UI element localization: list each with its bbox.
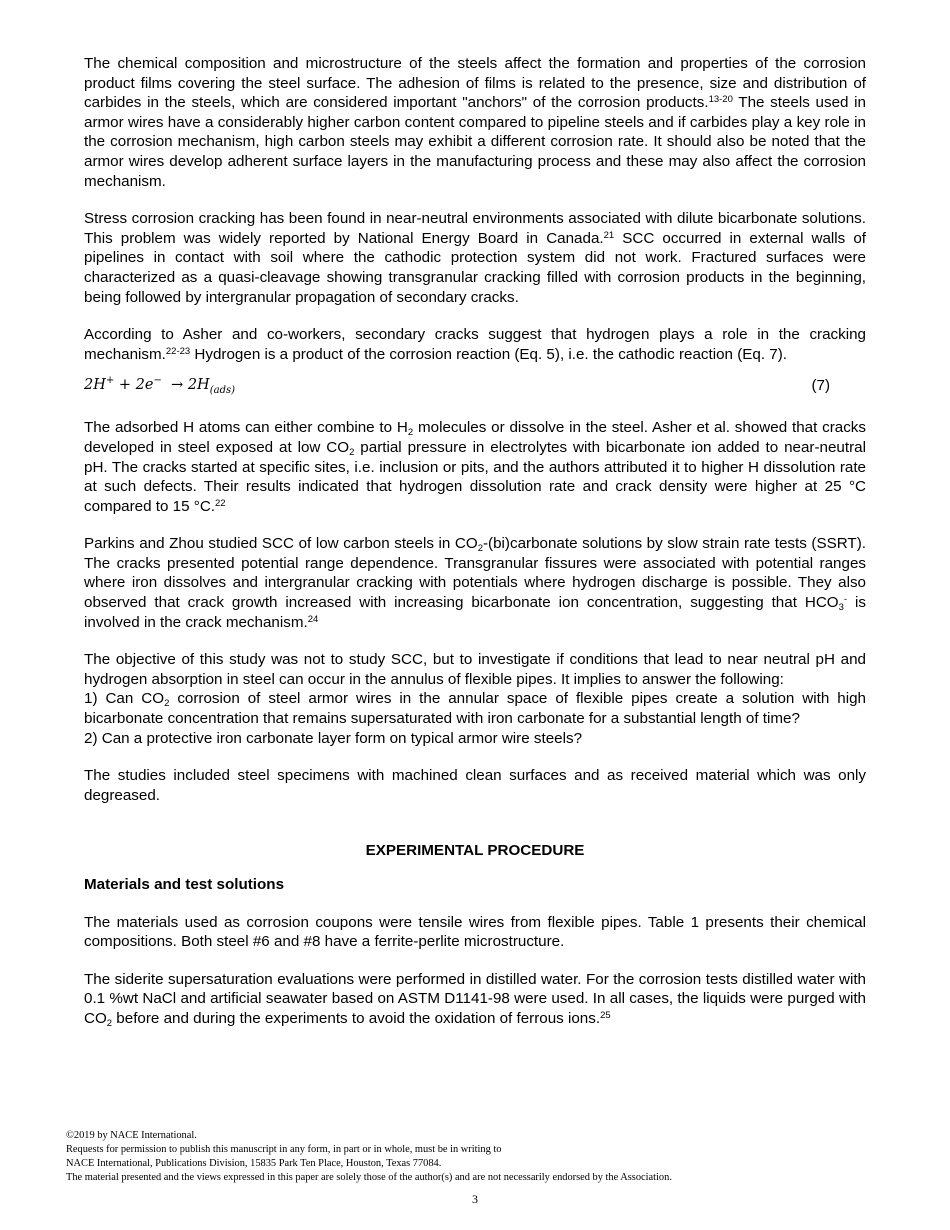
text-run: The adsorbed H atoms can either combine to H <box>84 419 408 437</box>
text-run: The siderite supersaturation evaluations were performed in distilled water. For the corrosion tests distilled water with 0.1 %wt NaCl and artificial seawater based on ASTM D1141-98 were used. In all cases, the liquids were purged with CO <box>84 970 866 1027</box>
question-2: 2) Can a protective iron carbonate layer form on typical armor wire steels? <box>84 729 583 747</box>
eq-term: → 2H <box>161 377 210 394</box>
text-run: Hydrogen is a product of the corrosion reaction (Eq. 5), i.e. the cathodic reaction (Eq. 7). <box>190 345 788 363</box>
paragraph-specimens: The studies included steel specimens with machined clean surfaces and as received material which was only degreased. <box>84 767 866 804</box>
subscript: 2 <box>407 427 414 439</box>
question-1 <box>84 690 866 727</box>
text-run: According to Asher and co-workers, secondary cracks suggest that hydrogen plays a role in the cracking mechanism. <box>84 326 866 363</box>
citation: 24 <box>307 613 319 625</box>
paragraph-carbides <box>84 54 866 191</box>
paragraph-adsorbed-h <box>84 418 866 516</box>
footer-line: Requests for permission to publish this manuscript in any form, in part or in whole, must be in writing to <box>66 1144 502 1155</box>
text-run: -(bi)carbonate solutions by slow strain rate tests (SSRT). The cracks presented potential range dependence. Transgranular fissures were associated with potential ranges where iron dissolves and intergranular cracking with potentials where hydrogen discharge is possible. They also observed that crack growth increased with increasing bicarbonate ion concentration, suggesting that HCO <box>84 535 866 612</box>
eq-term: 2H <box>84 377 106 394</box>
footer-line: ©2019 by NACE International. <box>66 1130 197 1141</box>
text-run: The chemical composition and microstructure of the steels affect the formation and properties of the corrosion product films covering the steel surface. The adhesion of films is related to the presence, size and distribution of carbides in the steels, which are considered important "anchors" of the corrosion products. <box>84 55 866 112</box>
paragraph-parkins <box>84 534 866 632</box>
paragraph-asher <box>84 325 866 364</box>
subsection-heading: Materials and test solutions <box>84 876 285 893</box>
text-run: The steels used in armor wires have a considerably higher carbon content compared to pipeline steels and if carbides play a key role in the corrosion mechanism, high carbon steels may exhibit a different corrosion rate. It should also be noted that the armor wires develop adherent surface layers in the manufacturing process and these may also affect the corrosion mechanism. <box>84 94 867 190</box>
citation: 22 <box>215 497 226 509</box>
text-run: corrosion of steel armor wires in the annular space of flexible pipes create a solution with high bicarbonate concentration that remains supersaturated with iron carbonate for a substantial length of time? <box>84 690 866 728</box>
eq-subscript: (ads) <box>209 385 236 397</box>
footer-line: NACE International, Publications Division, 15835 Park Ten Place, Houston, Texas 77084. <box>66 1158 442 1169</box>
subscript: 2 <box>477 543 483 555</box>
text-run: molecules or dissolve in the steel. Asher et al. showed that cracks developed in steel exposed at low CO <box>84 419 866 456</box>
text-run: Parkins and Zhou studied SCC of low carbon steels in CO <box>84 535 478 553</box>
paragraph-materials: The materials used as corrosion coupons were tensile wires from flexible pipes. Table 1 presents their chemical compositions. Both steel #6 and #8 have a ferrite-perlite microstructure. <box>84 913 866 951</box>
citation: 13-20 <box>708 94 733 106</box>
eq-charge: + <box>105 375 115 387</box>
equation-7 <box>84 376 866 396</box>
text-run: partial pressure in electrolytes with bicarbonate ion added to near-neutral pH. The cracks started at specific sites, i.e. inclusion or pits, and the authors attributed it to higher H dissolution rate at such defects. Their results indicated that hydrogen dissolution rate and crack density were higher at 25 °C compared to 15 °C. <box>84 438 866 515</box>
citation: 25 <box>600 1009 611 1021</box>
citation: 21 <box>603 229 615 241</box>
subscript: 2 <box>164 698 170 710</box>
citation: 22-23 <box>165 345 191 357</box>
eq-term: + 2e <box>114 377 154 394</box>
paper-body <box>84 54 866 1029</box>
text-run: The objective of this study was not to study SCC, but to investigate if conditions that lead to near neutral pH and hydrogen absorption in steel can occur in the annulus of flexible pipes. It implies to answer the following: <box>84 651 866 688</box>
subscript: 3 <box>838 602 844 614</box>
section-heading: EXPERIMENTAL PROCEDURE <box>365 842 585 860</box>
text-run: before and during the experiments to avoid the oxidation of ferrous ions. <box>112 1009 601 1027</box>
page-number: 3 <box>472 1192 478 1206</box>
paragraph-siderite <box>84 970 866 1029</box>
superscript: - <box>843 594 848 606</box>
subscript: 2 <box>106 1017 113 1029</box>
eq-charge: − <box>153 375 162 387</box>
text-run: 1) Can CO <box>84 690 165 708</box>
equation-expression <box>84 376 235 396</box>
copyright-footer <box>66 1129 672 1185</box>
text-run: Stress corrosion cracking has been found in near-neutral environments associated with dilute bicarbonate solutions. This problem was widely reported by National Energy Board in Canada. <box>84 210 866 247</box>
paragraph-scc <box>84 209 866 307</box>
text-run: is involved in the crack mechanism. <box>84 594 866 631</box>
text-run: SCC occurred in external walls of pipelines in contact with soil where the cathodic protection system did not work. Fractured surfaces were characterized as a quasi-cleavage showing transgranular cracking filled with corrosion products in the beginning, being followed by intergranular propagation of secondary cracks. <box>84 229 867 306</box>
equation-number: (7) <box>811 377 830 395</box>
subscript: 2 <box>349 446 355 458</box>
footer-line: The material presented and the views expressed in this paper are solely those of the author(s) and are not necessarily endorsed by the Association. <box>66 1172 672 1183</box>
paragraph-objective <box>84 650 866 748</box>
